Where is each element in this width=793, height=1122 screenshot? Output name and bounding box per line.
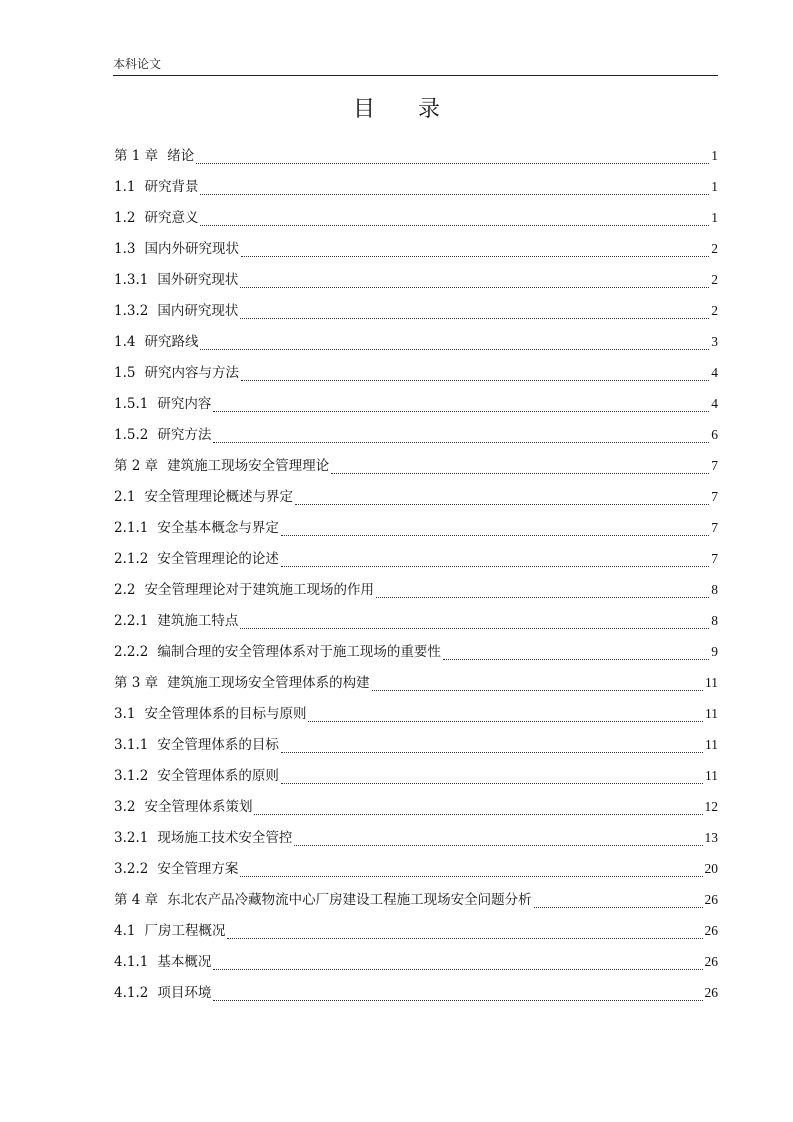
toc-entry[interactable] — [114, 977, 718, 1008]
page-title: 目 录 — [353, 97, 458, 122]
toc-entry-title: 基本概况 — [157, 954, 212, 970]
toc-entry-title: 建筑施工特点 — [157, 613, 239, 629]
toc-entry-page: 8 — [711, 613, 718, 628]
toc-entry-page: 7 — [711, 458, 718, 473]
toc-entry[interactable] — [114, 760, 718, 791]
toc-entry-page: 1 — [711, 148, 718, 163]
toc-entry-number: 3.2.2 — [114, 861, 149, 877]
toc-entry-number: 第 2 章 — [114, 458, 159, 474]
toc-dot-leader — [534, 898, 703, 908]
toc-entry[interactable] — [114, 357, 718, 388]
toc-entry[interactable] — [114, 636, 718, 667]
toc-entry-number: 1.2 — [114, 210, 136, 226]
toc-entry-page: 20 — [704, 861, 718, 876]
toc-entry[interactable] — [114, 388, 718, 419]
page-header — [113, 56, 718, 76]
toc-entry-page: 8 — [711, 582, 718, 597]
toc-entry[interactable] — [114, 853, 718, 884]
toc-entry-page: 7 — [711, 520, 718, 535]
toc-entry[interactable] — [114, 574, 718, 605]
toc-entry-number: 3.2.1 — [114, 830, 149, 846]
header-text: 本科论文 — [113, 57, 162, 71]
toc-entry-number: 3.1 — [114, 706, 136, 722]
toc-dot-leader — [213, 960, 702, 970]
toc-entry-page: 4 — [711, 365, 718, 380]
toc-dot-leader — [295, 495, 709, 505]
toc-dot-leader — [200, 340, 709, 350]
toc-entry-page: 9 — [711, 644, 718, 659]
toc-dot-leader — [294, 836, 702, 846]
toc-dot-leader — [227, 929, 702, 939]
toc-entry-title: 东北农产品冷藏物流中心厂房建设工程施工现场安全问题分析 — [167, 892, 532, 908]
toc-entry[interactable] — [114, 822, 718, 853]
toc-entry-number: 第 4 章 — [114, 892, 159, 908]
toc-entry-number: 第 1 章 — [114, 148, 159, 164]
toc-entry-title: 安全基本概念与界定 — [157, 520, 279, 536]
toc-entry[interactable] — [114, 512, 718, 543]
toc-entry-page: 7 — [711, 489, 718, 504]
toc-entry[interactable] — [114, 202, 718, 233]
toc-dot-leader — [281, 526, 709, 536]
toc-entry-number: 1.5.2 — [114, 427, 149, 443]
toc-entry-page: 13 — [704, 830, 718, 845]
toc-entry-title: 安全管理理论概述与界定 — [144, 489, 293, 505]
toc-entry-title: 研究意义 — [144, 210, 199, 226]
toc-entry[interactable] — [114, 543, 718, 574]
toc-entry[interactable] — [114, 946, 718, 977]
toc-entry[interactable] — [114, 140, 718, 171]
toc-entry[interactable] — [114, 698, 718, 729]
toc-entry-number: 1.3.2 — [114, 303, 149, 319]
toc-entry-number: 1.5 — [114, 365, 136, 381]
toc-entry[interactable] — [114, 791, 718, 822]
toc-entry-title: 绪论 — [167, 148, 195, 164]
toc-entry-number: 1.3 — [114, 241, 136, 257]
toc-entry-number: 2.1 — [114, 489, 136, 505]
toc-dot-leader — [240, 619, 709, 629]
toc-entry-title: 研究路线 — [144, 334, 199, 350]
toc-entry-number: 第 3 章 — [114, 675, 159, 691]
toc-entry-title: 研究内容 — [157, 396, 212, 412]
toc-entry-page: 11 — [705, 706, 718, 721]
toc-dot-leader — [213, 991, 702, 1001]
toc-dot-leader — [241, 371, 709, 381]
toc-dot-leader — [376, 588, 709, 598]
toc-dot-leader — [281, 743, 703, 753]
toc-dot-leader — [281, 774, 703, 784]
toc-entry-title: 安全管理理论的论述 — [157, 551, 279, 567]
toc-dot-leader — [240, 309, 709, 319]
toc-entry-title: 研究方法 — [157, 427, 212, 443]
toc-dot-leader — [196, 154, 709, 164]
toc-dot-leader — [213, 402, 709, 412]
toc-entry-title: 建筑施工现场安全管理体系的构建 — [167, 675, 370, 691]
toc-dot-leader — [200, 185, 709, 195]
toc-dot-leader — [240, 278, 709, 288]
toc-entry-title: 安全管理方案 — [157, 861, 239, 877]
toc-entry-number: 2.2 — [114, 582, 136, 598]
toc-entry-number: 1.1 — [114, 179, 136, 195]
toc-dot-leader — [372, 681, 703, 691]
toc-entry-page: 11 — [705, 737, 718, 752]
toc-entry-page: 26 — [704, 985, 718, 1000]
toc-dot-leader — [241, 247, 709, 257]
toc-entry-number: 2.2.2 — [114, 644, 149, 660]
toc-dot-leader — [281, 557, 709, 567]
toc-entry[interactable] — [114, 884, 718, 915]
toc-entry-title: 研究内容与方法 — [144, 365, 239, 381]
toc-entry-page: 12 — [704, 799, 718, 814]
table-of-contents — [114, 140, 718, 1008]
toc-entry-number: 1.3.1 — [114, 272, 149, 288]
toc-entry[interactable] — [114, 605, 718, 636]
toc-dot-leader — [254, 805, 702, 815]
toc-entry[interactable] — [114, 419, 718, 450]
toc-entry-page: 3 — [711, 334, 718, 349]
toc-entry-number: 1.4 — [114, 334, 136, 350]
toc-entry[interactable] — [114, 295, 718, 326]
toc-entry-number: 2.1.2 — [114, 551, 149, 567]
toc-entry[interactable] — [114, 915, 718, 946]
toc-entry-title: 国内外研究现状 — [144, 241, 239, 257]
toc-entry[interactable] — [114, 667, 718, 698]
toc-entry-page: 2 — [711, 303, 718, 318]
toc-entry-title: 国内研究现状 — [157, 303, 239, 319]
toc-entry-page: 2 — [711, 241, 718, 256]
toc-entry-title: 国外研究现状 — [157, 272, 239, 288]
toc-entry[interactable] — [114, 481, 718, 512]
toc-entry-page: 4 — [711, 396, 718, 411]
toc-entry-title: 安全管理理论对于建筑施工现场的作用 — [144, 582, 374, 598]
toc-entry-number: 2.1.1 — [114, 520, 149, 536]
toc-entry[interactable] — [114, 326, 718, 357]
toc-entry-page: 1 — [711, 179, 718, 194]
toc-entry-title: 研究背景 — [144, 179, 199, 195]
toc-dot-leader — [200, 216, 709, 226]
toc-entry-title: 安全管理体系的目标 — [157, 737, 279, 753]
toc-entry-title: 安全管理体系的目标与原则 — [144, 706, 307, 722]
toc-entry-page: 11 — [705, 675, 718, 690]
toc-entry-title: 编制合理的安全管理体系对于施工现场的重要性 — [157, 644, 441, 660]
toc-entry[interactable] — [114, 171, 718, 202]
toc-entry-title: 建筑施工现场安全管理理论 — [167, 458, 330, 474]
toc-entry-number: 3.1.2 — [114, 768, 149, 784]
toc-dot-leader — [331, 464, 709, 474]
toc-dot-leader — [240, 867, 702, 877]
toc-entry-number: 3.1.1 — [114, 737, 149, 753]
toc-entry-title: 厂房工程概况 — [144, 923, 226, 939]
toc-entry[interactable] — [114, 264, 718, 295]
toc-entry-title: 现场施工技术安全管控 — [157, 830, 293, 846]
toc-entry-number: 4.1 — [114, 923, 136, 939]
toc-entry-page: 6 — [711, 427, 718, 442]
toc-entry-number: 1.5.1 — [114, 396, 149, 412]
toc-entry-title: 安全管理体系策划 — [144, 799, 253, 815]
toc-entry[interactable] — [114, 450, 718, 481]
toc-entry-page: 2 — [711, 272, 718, 287]
toc-entry-title: 安全管理体系的原则 — [157, 768, 279, 784]
toc-entry-page: 26 — [704, 923, 718, 938]
toc-entry-title: 项目环境 — [157, 985, 212, 1001]
toc-entry-number: 4.1.1 — [114, 954, 149, 970]
toc-entry-number: 4.1.2 — [114, 985, 149, 1001]
toc-dot-leader — [443, 650, 709, 660]
toc-entry-number: 2.2.1 — [114, 613, 149, 629]
toc-entry[interactable] — [114, 729, 718, 760]
toc-entry[interactable] — [114, 233, 718, 264]
toc-entry-page: 26 — [704, 954, 718, 969]
toc-dot-leader — [213, 433, 709, 443]
toc-entry-page: 11 — [705, 768, 718, 783]
toc-entry-page: 7 — [711, 551, 718, 566]
toc-entry-number: 3.2 — [114, 799, 136, 815]
toc-entry-page: 1 — [711, 210, 718, 225]
toc-entry-page: 26 — [704, 892, 718, 907]
toc-dot-leader — [308, 712, 703, 722]
